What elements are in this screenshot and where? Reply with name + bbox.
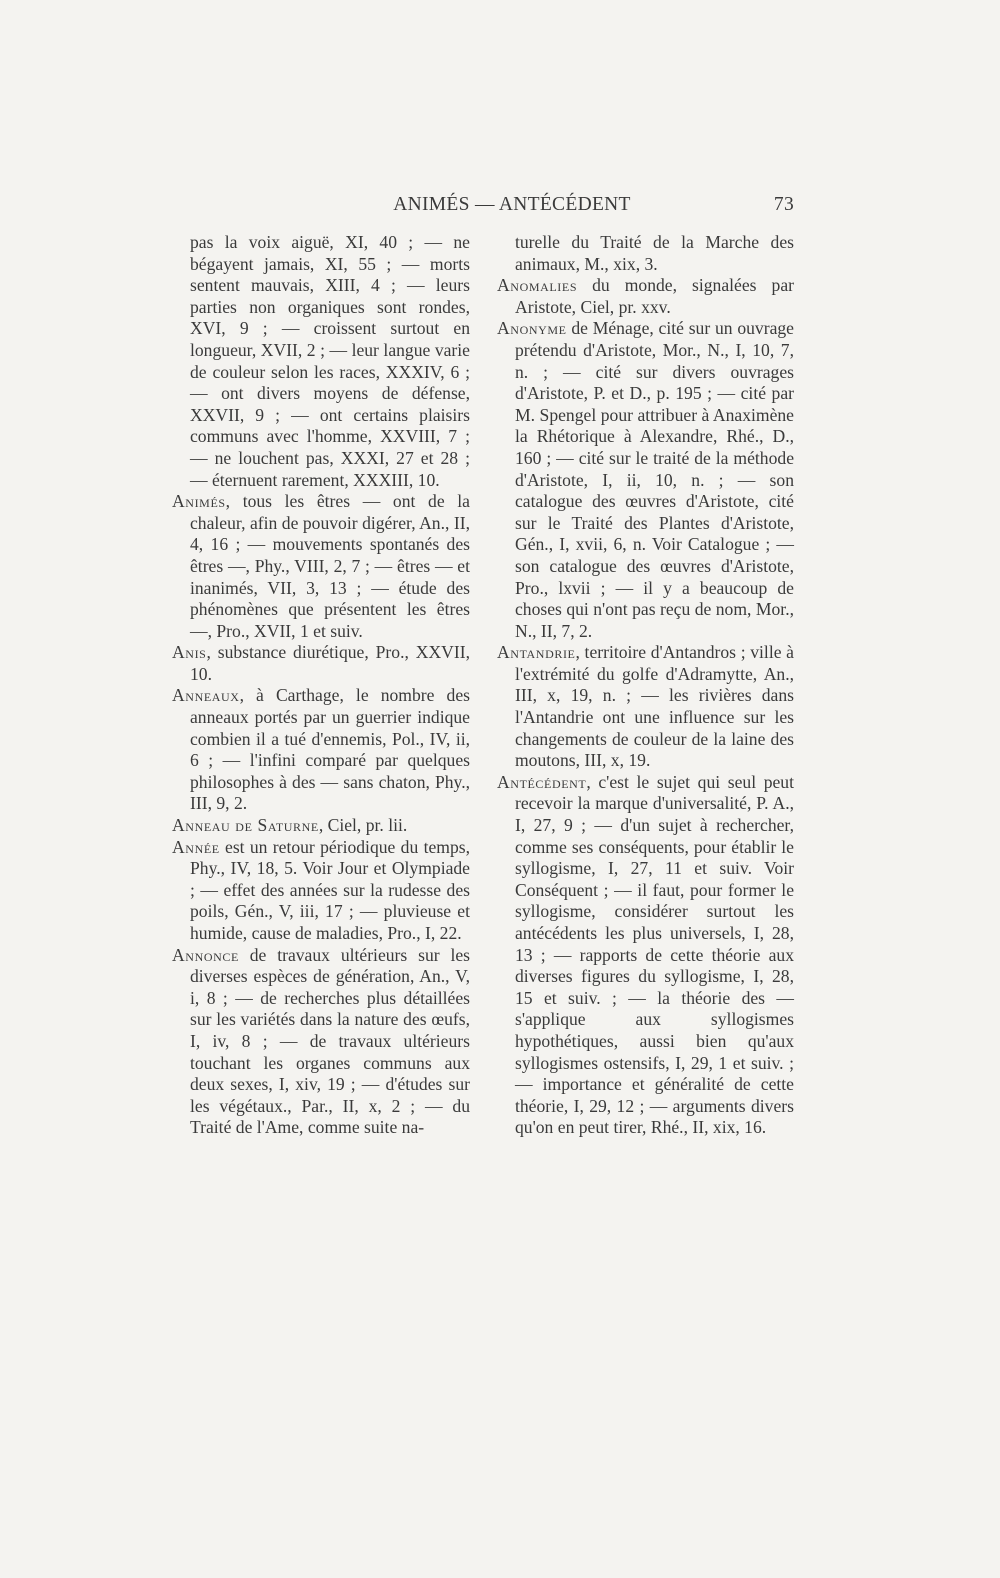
index-entry	[497, 642, 794, 772]
entry-text: , tous les êtres — ont de la chaleur, afin de pouvoir digérer, An., II, 4, 16 ; — mouvements spontanés des êtres —, Phy., VIII, 2, 7 ; — êtres — et inanimés, VII, 3, 13 ; — étude des phénomènes que présentent les êtres —, Pro., XVII, 1 et suiv.	[190, 491, 470, 641]
entry-headword: Anneau de Saturne	[172, 815, 319, 836]
index-entry	[172, 945, 470, 1139]
entry-text: de Ménage, cité sur un ouvrage prétendu d'Aristote, Mor., N., I, 10, 7, n. ; — cité sur divers ouvrages d'Aristote, P. et D., p. 195 ; — cité par M. Spengel pour attribuer à Anaximène la Rhétorique à Alexandre, Rhé., D., 160 ; — cité sur le traité de la méthode d'Aristote, I, ii, 10, n. ; — son catalogue des œuvres d'Aristote, cité sur le Traité des Plantes d'Aristote, Gén., I, xvii, 6, n. Voir Catalogue ; — son catalogue des œuvres d'Aristote, Pro., lxvii ; — il y a beaucoup de choses qui n'ont pas reçu de nom, Mor., N., II, 7, 2.	[515, 318, 794, 641]
index-entry	[172, 491, 470, 642]
entry-text: du monde, signalées par Aristote, Ciel, pr. xxv.	[515, 275, 794, 317]
index-entry	[172, 685, 470, 815]
running-header	[190, 194, 794, 222]
entry-text: , Ciel, pr. lii.	[318, 815, 408, 836]
entry-text: , c'est le sujet qui seul peut recevoir la marque d'universalité, P. A., I, 27, 9 ; — d'un sujet à rechercher, comme ses conséquents, pour établir le syllogisme, I, 27, 11 et suiv. Voir Conséquent ; — il faut, pour former le syllogisme, considérer surtout les antécédents les plus universels, I, 28, 13 ; — rapports de cette théorie aux diverses figures du syllogisme, I, 28, 15 et suiv. ; — la théorie des — s'applique aux syllogismes hypothétiques, aussi bien qu'aux syllogismes ostensifs, I, 29, 1 et suiv. ; — importance et généralité de cette théorie, I, 29, 12 ; — arguments divers qu'on en peut tirer, Rhé., II, xix, 16.	[515, 771, 794, 1138]
entry-text: est un retour périodique du temps, Phy., IV, 18, 5. Voir Jour et Olympiade ; — effet des années sur la rudesse des poils, Gén., V, iii, 17 ; — pluvieuse et humide, cause de maladies, Pro., I, 22.	[190, 836, 470, 943]
continued-entry-text: pas la voix aiguë, XI, 40 ; — ne bégayent jamais, XI, 55 ; — morts sentent mauvais, XIII, 4 ; — leurs parties non organiques sont rondes, XVI, 9 ; — croissent surtout en longueur, XVII, 2 ; — leur langue varie de couleur selon les races, XXXIV, 6 ; — ont divers moyens de défense, XXVII, 9 ; — ont certains plaisirs communs avec l'homme, XXVIII, 7 ; — ne louchent pas, XXXI, 27 et 28 ; — éternuent rarement, XXXIII, 10.	[190, 232, 470, 490]
index-entry	[497, 275, 794, 318]
entry-headword: Animés	[172, 491, 226, 512]
entry-headword: Antandrie	[497, 642, 576, 663]
entry-text: , à Carthage, le nombre des anneaux portés par un guerrier indique combien il a tué d'ennemis, Pol., IV, ii, 6 ; — l'infini comparé par quelques philosophes à des — sans chaton, Phy., III, 9, 2.	[190, 685, 470, 814]
entry-headword: Anomalies	[497, 275, 578, 296]
left-column	[172, 232, 470, 1139]
entry-headword: Anonyme	[497, 318, 567, 339]
entry-text: , substance diurétique, Pro., XXVII, 10.	[190, 642, 470, 684]
entry-headword: Antécédent	[497, 771, 587, 792]
index-entry	[172, 642, 470, 685]
running-title: ANIMÉS — ANTÉCÉDENT	[393, 194, 631, 215]
right-column	[497, 232, 794, 1139]
entry-headword: Anneaux	[172, 685, 240, 706]
page-number: 73	[773, 194, 794, 215]
continued-entry-text: turelle du Traité de la Marche des animaux, M., xix, 3.	[515, 232, 794, 274]
index-entry	[497, 318, 794, 642]
entry-headword: Annonce	[172, 944, 239, 965]
entry-headword: Anis	[172, 642, 207, 663]
index-entry	[172, 837, 470, 945]
index-entry	[497, 772, 794, 1139]
entry-text: , territoire d'Antandros ; ville à l'extrémité du golfe d'Adramytte, An., III, x, 19, n. ; — les rivières dans l'Antandrie ont une influence sur les changements de couleur de la laine des moutons, III, x, 19.	[515, 642, 794, 771]
entry-text: de travaux ultérieurs sur les diverses espèces de génération, An., V, i, 8 ; — de recherches plus détaillées sur les variétés dans la nature des œufs, I, iv, 8 ; — de travaux ultérieurs touchant les organes communs aux deux sexes, I, xiv, 19 ; — d'études sur les végétaux., Par., II, x, 2 ; — du Traité de l'Ame, comme suite na-	[190, 944, 470, 1138]
index-entry	[172, 815, 470, 837]
entry-headword: Année	[172, 836, 220, 857]
